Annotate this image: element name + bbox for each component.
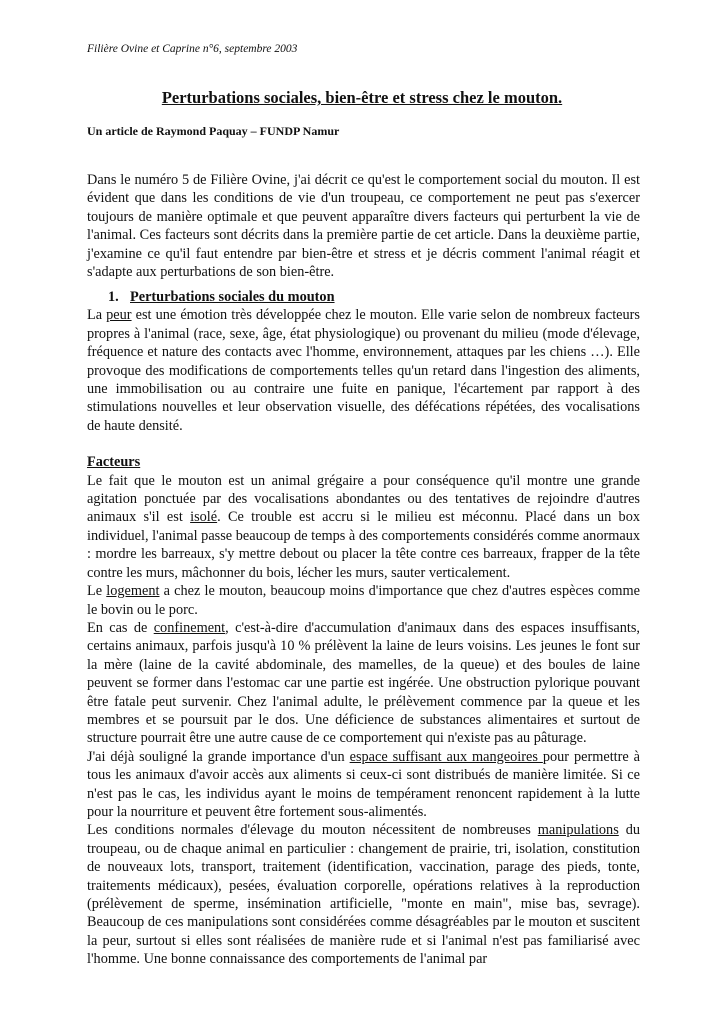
intro-text: Dans le numéro 5 de Filière Ovine, j'ai décrit ce qu'est le comportement social du mouton. Il est évident que dans les conditions de vie d'un troupeau, ce comportement ne peut pas s'exercer toujours de manière optimale et que peuvent apparaître divers facteurs qui perturbent la vie de l'animal. Ces facteurs sont décrits dans la première partie de cet article. Dans la deuxième partie, j'examine ce qu'il faut entendre par bien-être et stress et je décris comment l'animal réagit et s'adapte aux perturbations de son bien-être. [87, 172, 640, 281]
running-header: Filière Ovine et Caprine n°6, septembre 2003 [87, 43, 298, 55]
term-logement: logement [106, 583, 160, 600]
facteurs-heading: Facteurs [87, 454, 141, 471]
article-byline: Un article de Raymond Paquay – FUNDP Namur [87, 124, 340, 138]
text-run: est une émotion très développée chez le mouton. Elle varie selon de nombreux facteurs propres à l'animal (race, sexe, âge, état physiologique) ou provenant du milieu (mode d'élevage, fréquence et nature des contacts avec l'homme, environnement, attaques par les chiens …). Elle provoque des modifications de comportements telles qu'un retard dans l'ingestion des aliments, une immobilisation ou au contraire une fuite en panique, l'écartement par rapport à des stimulations nouvelles et leur observation visuelle, des défécations répétées, des vocalisations de haute densité. [87, 307, 640, 434]
section-number: 1. [108, 289, 119, 305]
text-run: pour permettre à tous les animaux d'avoir accès aux aliments si ceux-ci sont distribués de manière limitée. Si ce n'est pas le cas, les individus ayant le moins de tempérament renoncent rapidement à la lutte pour la nourriture et peuvent être fortement sous-alimentés. [87, 748, 640, 820]
text-run: du troupeau, ou de chaque animal en particulier : changement de prairie, tri, isolation, constitution de nouveaux lots, transport, traitement (identification, vaccination, parage des pieds, tonte, traitements médicaux), pesées, évaluation corporelle, opérations relatives à la reproduction (prélèvement de sperme, insémination artificielle, "monte en main", mise bas, sevrage). Beaucoup de ces manipulations sont considérées comme désagréables par le mouton et suscitent la peur, surtout si elles sont réalisées de manière rude et si l'animal n'est pas familiarisé avec l'homme. Une bonne connaissance des comportements de l'animal par [87, 822, 640, 968]
section-heading-label: Perturbations sociales du mouton [130, 289, 335, 305]
mangeoires-paragraph [87, 748, 640, 822]
term-isole: isolé [190, 509, 218, 526]
article-title-container [0, 88, 724, 108]
section-heading [87, 288, 640, 306]
isolation-paragraph [87, 472, 640, 582]
text-run: a chez le mouton, beaucoup moins d'importance que chez d'autres espèces comme le bovin ou le porc. [87, 583, 640, 618]
manipulations-paragraph [87, 821, 640, 968]
section-perturbations [87, 288, 640, 969]
text-run: Les conditions normales d'élevage du mouton nécessitent de nombreuses [87, 822, 538, 839]
fear-paragraph [87, 306, 640, 435]
text-run: Le fait que le mouton est un animal grégaire a pour conséquence qu'il montre une grande agitation ponctuée par des vocalisations abondantes ou des tentatives de rejoindre d'autres animaux s'il est [87, 472, 640, 526]
text-run: , c'est-à-dire d'accumulation d'animaux dans des espaces insuffisants, certains animaux, parfois jusqu'à 10 % prélèvent la laine de leurs voisins. Les jeunes le font sur la mère (laine de la cavité abdominale, des mamelles, de la queue) et des boules de laine peuvent se former dans l'estomac car une partie est ingérée. Une obstruction pylorique pouvant être fatale peut survenir. Chez l'animal adulte, le prélèvement commence par la queue et les membres et se poursuit par le dos. Une déficience de substances alimentaires et surtout de structure pourrait être une autre cause de ce comportement qui n'existe pas au pâturage. [87, 619, 640, 747]
text-run: . Ce trouble est accru si le milieu est méconnu. Placé dans un box individuel, l'animal passe beaucoup de temps à des comportements considérés comme anormaux : mordre les barreaux, s'y mettre debout ou placer la tête contre ces barreaux, frapper de la tête contre les murs, mâchonner du bois, lécher les murs, sauter verticalement. [87, 509, 640, 581]
article-title: Perturbations sociales, bien-être et stress chez le mouton. [161, 88, 563, 107]
term-peur: peur [106, 307, 132, 324]
intro-paragraph [87, 171, 640, 281]
text-run: Le [87, 583, 107, 600]
term-confinement: confinement [153, 619, 226, 636]
term-espace-mangeoires: espace suffisant aux mangeoires [349, 748, 543, 765]
text-run: La [87, 307, 107, 324]
logement-paragraph [87, 582, 640, 619]
text-run: En cas de [87, 619, 154, 636]
confinement-paragraph [87, 619, 640, 748]
term-manipulations: manipulations [537, 822, 619, 839]
text-run: J'ai déjà souligné la grande importance d'un [87, 748, 350, 765]
